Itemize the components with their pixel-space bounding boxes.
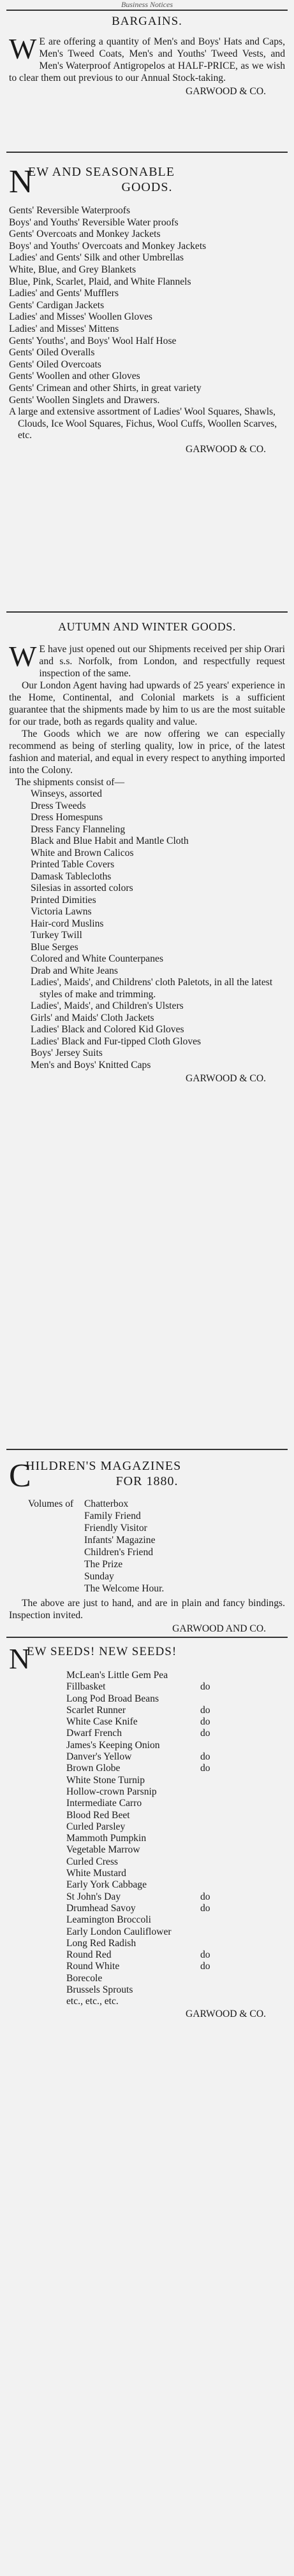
- ad-body: [9, 32, 285, 84]
- divider: [6, 152, 288, 153]
- column-banner: Business Notices: [121, 0, 173, 9]
- magazine-title: Chatterbox: [84, 1498, 129, 1509]
- ad-signature: GARWOOD AND CO.: [172, 1623, 266, 1634]
- list-item: Colored and White Counterpanes: [31, 953, 164, 964]
- ad-seasonable-goods: [9, 164, 285, 455]
- dropcap: W: [9, 32, 37, 65]
- list-item: Ladies' and Misses' Woollen Gloves: [9, 311, 152, 323]
- seed-name: Intermediate Carro: [66, 1798, 142, 1809]
- seed-ditto: do: [200, 1949, 210, 1961]
- list-item: Ladies' and Gents' Silk and other Umbrellas: [9, 252, 184, 264]
- seed-item: [66, 1961, 285, 1972]
- list-item: Damask Tablecloths: [31, 871, 112, 882]
- ad-body-text: E are offering a quantity of Men's and Boys' Hats and Caps, Men's Tweed Coats, Men's and Youths' Tweed Vests, and Men's Waterproof Antigropelos at HALF-PRICE, as we wish to clear them out previous to our Annual Stock-taking.: [9, 36, 285, 83]
- seed-ditto: do: [200, 1961, 210, 1972]
- magazine-title: Sunday: [84, 1571, 114, 1582]
- seed-item: [66, 1949, 285, 1961]
- dropcap: C: [9, 1458, 31, 1494]
- list-item: Gents' Woollen Singlets and Drawers.: [9, 394, 160, 406]
- seed-name: Long Red Radish: [66, 1937, 136, 1949]
- list-item: Boys' and Youths' Overcoats and Monkey Jackets: [9, 240, 207, 252]
- ad-signature: GARWOOD & CO.: [185, 443, 266, 455]
- seed-item: [66, 1844, 285, 1856]
- magazine-list: [9, 1498, 285, 1597]
- seed-name: Leamington Broccoli: [66, 1914, 151, 1926]
- magazine-title: Friendly Visitor: [84, 1523, 147, 1534]
- ad-heading-line2: GOODS.: [121, 180, 173, 194]
- seed-ditto: do: [200, 1681, 210, 1693]
- magazine-title: The Prize: [84, 1559, 123, 1570]
- seed-ditto: do: [200, 1704, 210, 1716]
- ad-para3: The Goods which we are now offering we can especially recommend as being of sterling quality, low in price, of the latest fashion and material, and equal in every respect to anything imported into the Colony.: [9, 729, 285, 776]
- seed-item: [66, 1856, 285, 1868]
- ad-childrens-magazines: [9, 1458, 285, 1635]
- list-item: Gents' Overcoats and Monkey Jackets: [9, 229, 161, 240]
- ad-para2: Our London Agent having had upwards of 25 years' experience in the Home, Continental, and Colonial markets is a sufficient guarantee that the shipments made by him to us are the most suitable for our trade, both as regards quality and value.: [9, 680, 285, 727]
- ad-heading-line1: HILDREN'S MAGAZINES: [26, 1459, 182, 1473]
- seed-ditto: do: [200, 1891, 210, 1902]
- list-item: Ladies' Black and Colored Kid Gloves: [31, 1024, 184, 1035]
- ad-heading-line2: FOR 1880.: [115, 1474, 179, 1488]
- seed-item: [66, 1670, 285, 1681]
- list-item: Men's and Boys' Knitted Caps: [31, 1059, 151, 1071]
- seed-name: Curled Cress: [66, 1856, 118, 1867]
- list-item: Silesias in assorted colors: [31, 883, 133, 893]
- list-item: Gents' Youths', and Boys' Wool Half Hose: [9, 335, 177, 346]
- seed-item: [66, 1775, 285, 1786]
- ad-heading-block: [9, 164, 285, 200]
- seed-item: [66, 1763, 285, 1774]
- ad-signature: GARWOOD & CO.: [185, 2008, 266, 2019]
- list-item: Victoria Lawns: [31, 906, 92, 917]
- ad-heading-line1: EW AND SEASONABLE: [28, 165, 175, 179]
- seed-ditto: do: [200, 1716, 210, 1728]
- volumes-label: Volumes of: [28, 1498, 74, 1509]
- goods-list: [9, 205, 285, 442]
- seed-name: Mammoth Pumpkin: [66, 1833, 147, 1844]
- seed-ditto: do: [200, 1763, 210, 1774]
- seed-item: [66, 1693, 285, 1705]
- list-item: Ladies', Maids', and Children's Ulsters: [31, 1000, 184, 1011]
- list-item: Boys' Jersey Suits: [31, 1048, 103, 1058]
- ad-para1: [9, 640, 285, 680]
- dropcap: W: [9, 640, 37, 672]
- seed-item: [66, 1810, 285, 1821]
- seed-name: Vegetable Marrow: [66, 1844, 140, 1856]
- seed-name: Scarlet Runner: [66, 1704, 126, 1716]
- list-item: Hair-cord Muslins: [31, 918, 104, 929]
- ad-para1-text: E have just opened out our Shipments received per ship Orari and s.s. Norfolk, from London, and respectfully request inspection of the same.: [39, 644, 285, 679]
- seed-name: James's Keeping Onion: [66, 1739, 160, 1751]
- seed-item: [66, 1926, 285, 1938]
- seed-item: [66, 1786, 285, 1798]
- divider: [6, 611, 288, 613]
- seed-list: [9, 1670, 285, 2008]
- ad-heading: AUTUMN AND WINTER GOODS.: [58, 620, 236, 633]
- seed-name: White Case Knife: [66, 1716, 138, 1728]
- seed-name: Round Red: [66, 1949, 112, 1961]
- dropcap: N: [9, 164, 33, 200]
- divider: [6, 1637, 288, 1638]
- divider: [6, 10, 288, 11]
- list-item: Dress Fancy Flanneling: [31, 823, 126, 835]
- seed-item: [66, 1821, 285, 1833]
- seed-name: White Mustard: [66, 1868, 126, 1879]
- shipments-label: The shipments consist of—: [15, 777, 125, 788]
- list-item: Turkey Twill: [31, 930, 82, 941]
- seed-item: [66, 1740, 285, 1751]
- seed-item: [66, 1751, 285, 1763]
- seed-name: Curled Parsley: [66, 1821, 126, 1832]
- seed-name: McLean's Little Gem Pea: [66, 1670, 168, 1681]
- list-item: Winseys, assorted: [31, 788, 102, 799]
- seed-item: [66, 1891, 285, 1903]
- seed-item: [66, 1833, 285, 1844]
- seed-name: etc., etc., etc.: [66, 1996, 119, 2007]
- magazine-title: The Welcome Hour.: [84, 1583, 165, 1594]
- list-item: Ladies' and Misses' Mittens: [9, 323, 119, 334]
- seed-item: [66, 1868, 285, 1879]
- seed-name: Blood Red Beet: [66, 1809, 130, 1821]
- ad-heading: EW SEEDS! NEW SEEDS!: [27, 1645, 177, 1658]
- magazine-title: Children's Friend: [84, 1547, 154, 1558]
- seed-name: Early London Cauliflower: [66, 1926, 172, 1937]
- seed-item: [66, 1681, 285, 1693]
- list-item: Printed Table Covers: [31, 859, 115, 870]
- seed-name: Danver's Yellow: [66, 1751, 132, 1763]
- ad-bargains: [9, 14, 285, 97]
- seed-name: Drumhead Savoy: [66, 1902, 136, 1914]
- list-item: Black and Blue Habit and Mantle Cloth: [31, 836, 189, 846]
- seed-item: [66, 1984, 285, 1996]
- seed-name: St John's Day: [66, 1891, 121, 1902]
- seed-name: Borecole: [66, 1972, 103, 1984]
- ad-signature: GARWOOD & CO.: [185, 86, 266, 97]
- list-item: White, Blue, and Grey Blankets: [9, 264, 136, 275]
- list-item: Boys' and Youths' Reversible Water proofs: [9, 217, 179, 228]
- list-item: Gents' Cardigan Jackets: [9, 299, 105, 311]
- dropcap: N: [9, 1642, 31, 1675]
- seed-name: Dwarf French: [66, 1728, 122, 1739]
- shipments-list: [9, 788, 285, 1071]
- seed-name: Fillbasket: [66, 1681, 106, 1693]
- ad-heading-block: [9, 1642, 285, 1675]
- list-item: Blue, Pink, Scarlet, Plaid, and White Flannels: [9, 276, 191, 287]
- seed-item: [66, 1879, 285, 1891]
- list-item: Drab and White Jeans: [31, 965, 118, 976]
- seed-name: Hollow-crown Parsnip: [66, 1786, 157, 1797]
- list-item: Ladies' Black and Fur-tipped Cloth Gloves: [31, 1035, 202, 1047]
- list-item: Blue Serges: [31, 941, 78, 953]
- list-item: Gents' Reversible Waterproofs: [9, 205, 131, 216]
- seed-item: [66, 1914, 285, 1926]
- ad-new-seeds: [9, 1644, 285, 2020]
- list-item: Gents' Woollen and other Gloves: [9, 371, 140, 382]
- ad-heading-block: [9, 1458, 285, 1494]
- list-item: Dress Tweeds: [31, 800, 86, 811]
- ad-signature: GARWOOD & CO.: [185, 1073, 266, 1084]
- list-item: Gents' Oiled Overcoats: [9, 359, 101, 370]
- seed-item: [66, 1798, 285, 1809]
- list-item: Ladies' and Gents' Mufflers: [9, 288, 119, 299]
- seed-ditto: do: [200, 1751, 210, 1763]
- seed-item: [66, 1716, 285, 1728]
- list-item: Dress Homespuns: [31, 812, 103, 823]
- seed-item: [66, 1973, 285, 1984]
- seed-name: Long Pod Broad Beans: [66, 1693, 159, 1704]
- seed-item: [66, 1728, 285, 1739]
- magazine-titles: [84, 1498, 164, 1595]
- seed-name: Brussels Sprouts: [66, 1984, 133, 1996]
- list-item: White and Brown Calicos: [31, 847, 134, 858]
- ad-heading: BARGAINS.: [112, 15, 182, 28]
- seed-ditto: do: [200, 1902, 210, 1914]
- magazine-title: Family Friend: [84, 1511, 141, 1521]
- list-item: Gents' Oiled Overalls: [9, 347, 95, 359]
- seed-item: [66, 1903, 285, 1914]
- list-item: Gents' Crimean and other Shirts, in great variety: [9, 382, 202, 394]
- list-item: Printed Dimities: [31, 894, 96, 906]
- list-item: Ladies', Maids', and Childrens' cloth Paletots, in all the latest styles of make and trimming.: [31, 977, 273, 1000]
- seed-name: Round White: [66, 1961, 120, 1972]
- magazine-title: Infants' Magazine: [84, 1535, 156, 1546]
- ad-autumn-winter-goods: [9, 619, 285, 1085]
- list-item: A large and extensive assortment of Ladies' Wool Squares, Shawls, Clouds, Ice Wool Squares, Fichus, Wool Cuffs, Woollen Scarves, etc.: [9, 406, 277, 441]
- seed-ditto: do: [200, 1728, 210, 1739]
- list-item: Girls' and Maids' Cloth Jackets: [31, 1012, 154, 1023]
- seed-name: White Stone Turnip: [66, 1774, 145, 1786]
- seed-item: [66, 1996, 285, 2007]
- seed-item: [66, 1938, 285, 1949]
- seed-item: [66, 1705, 285, 1716]
- seed-name: Brown Globe: [66, 1763, 121, 1774]
- divider: [6, 1449, 288, 1450]
- ad-body: The above are just to hand, and are in plain and fancy bindings. Inspection invited.: [9, 1598, 285, 1621]
- seed-name: Early York Cabbage: [66, 1879, 147, 1891]
